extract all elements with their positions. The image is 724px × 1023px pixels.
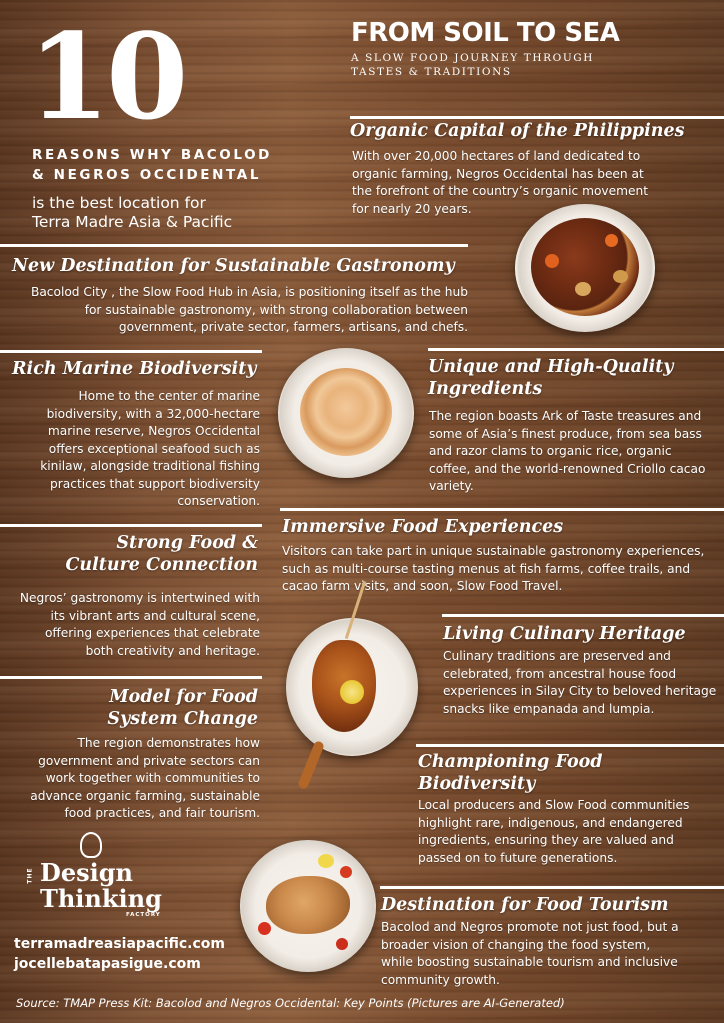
lemon-wedge [318, 854, 334, 868]
design-thinking-logo [22, 832, 182, 922]
drumstick-bone [297, 740, 325, 790]
rule-organic [350, 116, 724, 119]
body-tourism: Bacolod and Negros promote not just food, but a broader vision of changing the food system, while boosting sustainable tourism and inclusive community growth. [381, 920, 679, 987]
subtitle [32, 194, 232, 232]
stew-plate-image [515, 204, 655, 332]
fish-food [266, 876, 350, 934]
body-championing: Local producers and Slow Food communities highlight rare, indigenous, and endangered ingredients, ensuring they are valued and passed on to future generations. [418, 798, 690, 865]
rule-championing [416, 744, 724, 747]
potato-1 [575, 282, 591, 296]
rule-ingredients [428, 348, 724, 351]
heading-championing-line-1: Championing Food [418, 752, 603, 772]
stew-food [531, 218, 639, 316]
heading-culture-line-2: Culture Connection [65, 555, 258, 575]
heading-model-line-2: System Change [107, 709, 258, 729]
reasons-line-1: REASONS WHY BACOLOD [32, 147, 272, 163]
subtitle-line-2: Terra Madre Asia & Pacific [32, 213, 233, 231]
heading-heritage: Living Culinary Heritage [443, 624, 686, 644]
heading-culture [20, 532, 258, 576]
rule-marine [0, 350, 262, 353]
logo-design: Design [40, 858, 133, 887]
heading-ingredients-line-2: Ingredients [428, 379, 543, 399]
reasons-heading [32, 145, 272, 185]
tomato-3 [336, 938, 348, 950]
heading-immersive: Immersive Food Experiences [282, 517, 564, 537]
reasons-line-2: & NEGROS OCCIDENTAL [32, 167, 262, 183]
heading-model [20, 686, 258, 730]
subtitle-line-1: is the best location for [32, 194, 206, 212]
body-culture: Negros’ gastronomy is intertwined with its vibrant arts and cultural scene, offering experiences that celebrate both creativity and heritage. [19, 591, 260, 658]
body-destination: Bacolod City , the Slow Food Hub in Asia, is positioning itself as the hub for sustainable gastronomy, with strong collaboration between government, private sector, farmers, artisans, and chefs. [30, 285, 468, 334]
potato-2 [613, 270, 628, 283]
rule-heritage [442, 614, 724, 617]
heading-championing-line-2: Biodiversity [418, 774, 536, 794]
tagline [351, 51, 594, 79]
body-organic: With over 20,000 hectares of land dedicated to organic farming, Negros Occidental has been at the forefront of the country’s organic movement for nearly 20 years. [352, 149, 648, 216]
heading-ingredients [428, 356, 673, 400]
tagline-line-2: TASTES & TRADITIONS [351, 66, 512, 78]
dessert-plate-image [278, 348, 414, 478]
carrot-1 [545, 254, 559, 268]
heading-culture-line-1: Strong Food & [116, 533, 258, 553]
rule-tourism [380, 886, 724, 889]
chicken-plate-image [286, 618, 418, 756]
heading-destination: New Destination for Sustainable Gastronomy [12, 256, 455, 276]
heading-tourism: Destination for Food Tourism [381, 895, 669, 915]
heading-organic: Organic Capital of the Philippines [350, 121, 685, 141]
lightbulb-icon [80, 832, 102, 858]
logo-factory: FACTORY [126, 912, 161, 918]
heading-model-line-1: Model for Food [109, 687, 258, 707]
body-marine: Home to the center of marine biodiversity, with a 32,000-hectare marine reserve, Negros Occidental offers exceptional seafood such as kinilaw, alongside traditional fishing practices that support biodiversity conservation. [40, 389, 260, 508]
rule-destination [0, 244, 468, 247]
body-ingredients: The region boasts Ark of Taste treasures and some of Asia’s finest produce, from sea bass and razor clams to organic rice, organic coffee, and the world-renowned Criollo cacao variety. [429, 409, 706, 493]
heading-marine: Rich Marine Biodiversity [12, 359, 257, 379]
tagline-line-1: A SLOW FOOD JOURNEY THROUGH [351, 52, 595, 64]
rule-immersive [280, 508, 724, 511]
footer-source: Source: TMAP Press Kit: Bacolod and Negros Occidental: Key Points (Pictures are AI-Generated) [16, 996, 565, 1010]
heading-championing [418, 751, 603, 795]
lemon-slice [340, 680, 364, 704]
link-terramadre[interactable]: terramadreasiapacific.com [14, 936, 225, 952]
main-title: FROM SOIL TO SEA [351, 18, 620, 48]
link-jocelle[interactable]: jocellebatapasigue.com [14, 956, 201, 972]
logo-the: THE [26, 867, 34, 884]
big-number: 10 [28, 7, 185, 146]
dessert-food [300, 368, 392, 456]
fish-plate-image [240, 840, 376, 972]
rule-model [0, 676, 262, 679]
tomato-1 [258, 922, 271, 935]
tomato-2 [340, 866, 352, 878]
logo-thinking: Thinking [40, 884, 162, 913]
carrot-2 [605, 234, 618, 247]
heading-ingredients-line-1: Unique and High-Quality [428, 357, 674, 377]
body-immersive: Visitors can take part in unique sustainable gastronomy experiences, such as multi-course tasting menus at fish farms, coffee trails, and cacao farm visits, and soon, Slow Food Travel. [282, 544, 705, 593]
body-heritage: Culinary traditions are preserved and celebrated, from ancestral house food experiences in Silay City to beloved heritage snacks like empanada and lumpia. [443, 649, 717, 716]
body-model: The region demonstrates how government and private sectors can work together with communities to advance organic farming, sustainable food practices, and fair tourism. [30, 736, 260, 820]
rule-culture [0, 524, 262, 527]
